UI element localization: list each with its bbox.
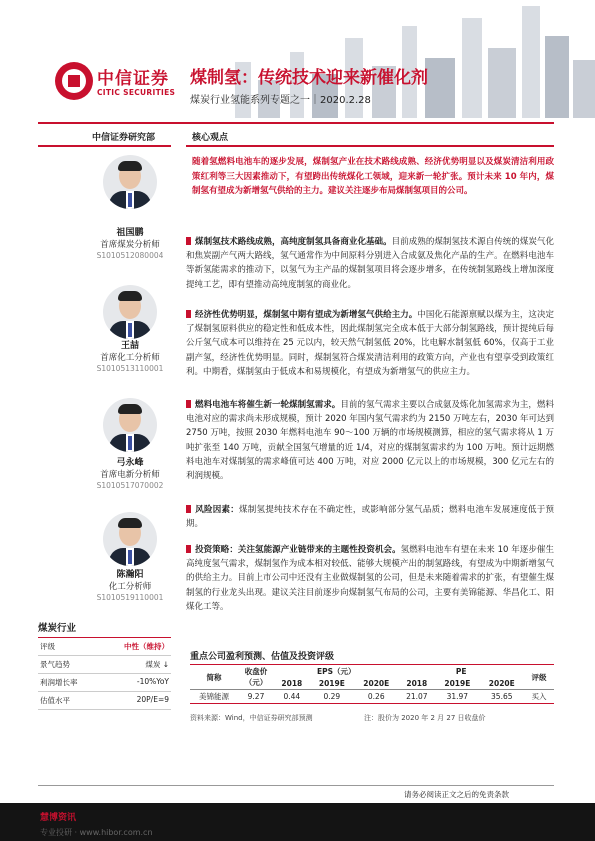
analyst-name: 祖国鹏 [116, 228, 144, 238]
skyline-building [522, 6, 540, 118]
industry-row [38, 638, 171, 656]
header-divider [38, 122, 554, 124]
analyst-name: 王喆 [120, 341, 139, 351]
main-divider [186, 145, 554, 147]
bullet-lead: 经济性优势明显，煤制氢中期有望成为新增氢气供给主力。 [195, 310, 418, 320]
industry-value: -10%YoY [136, 677, 169, 686]
analyst-id: S1010513110001 [96, 364, 164, 373]
industry-label: 景气趋势 [40, 660, 70, 669]
industry-row [38, 656, 171, 674]
col-rating: 评级 [524, 665, 554, 690]
col-eps: EPS（元） [316, 667, 356, 676]
footer-brand: 慧博资讯 [40, 813, 77, 823]
skyline-building [545, 36, 569, 118]
skyline-building [573, 60, 595, 118]
brand-name-cn: 中信证券 [97, 69, 169, 89]
industry-label: 利润增长率 [40, 678, 78, 687]
analyst-id: S1010519110001 [96, 593, 164, 602]
sidebar-heading: 中信证券研究部 [92, 133, 156, 143]
analyst-photo [103, 285, 157, 339]
cell-pe: 31.97 [435, 690, 479, 704]
industry-value: 煤炭 ↓ [145, 660, 169, 669]
analyst-photo [103, 398, 157, 452]
col-year: 2020E [354, 678, 398, 690]
analyst-role: 首席煤炭分析师 [100, 240, 160, 250]
analyst-id: S1010517070002 [96, 481, 164, 490]
forecast-table [190, 664, 554, 704]
forecast-table-title: 重点公司盈利预测、估值及投资评级 [190, 652, 335, 662]
analyst-role: 首席电新分析师 [100, 470, 160, 480]
bullet-square-icon [186, 505, 191, 513]
industry-rating-box [38, 620, 171, 710]
report-title: 煤制氢：传统技术迎来新催化剂 [190, 68, 428, 88]
bullet-body: 目前的氢气需求主要以合成氨及炼化加氢需求为主，燃料电池对应的需求尚未形成规模，预计 2020 年国内氢气需求约为 2150 万吨左右，2030 年可达到 2750 万吨，按照 2030 年燃料电池车 90～100 万辆的市场规模测算，相应的氢气需求将从 1 万吨扩张至 140 万吨，贡献全国氢气增量的近 1/4，对应的煤制氢需求约为 100 万吨。预计远期燃料电池车对煤制氢的需求峰值可达 400 万吨，对应 2000 亿元以上的市场规模，300 亿元左右的利润规模。 [186, 400, 554, 482]
table-row [190, 690, 554, 704]
cell-eps: 0.29 [310, 690, 354, 704]
skyline-building [462, 18, 482, 118]
cell-name: 美锦能源 [190, 690, 238, 704]
col-year: 2019E [435, 678, 479, 690]
bullet-square-icon [186, 400, 191, 408]
cell-eps: 0.44 [274, 690, 310, 704]
citic-logo-icon [55, 62, 93, 100]
bullet-lead: 投资策略：关注氢能源产业链带来的主题性投资机会。 [195, 545, 401, 555]
col-year: 2019E [310, 678, 354, 690]
bullet-square-icon [186, 310, 191, 318]
cell-pe: 35.65 [480, 690, 524, 704]
industry-value: 20P/E=9 [136, 695, 169, 704]
industry-title: 煤炭行业 [38, 620, 171, 638]
brand-name-en: CITIC SECURITIES [97, 88, 176, 97]
analyst-photo [103, 155, 157, 209]
table-note: 注：股价为 2020 年 2 月 27 日收盘价 [364, 714, 486, 722]
industry-label: 评级 [40, 642, 55, 651]
bullet-lead: 煤制氢技术路线成熟，高纯度制氢具备商业化基础。 [195, 237, 392, 247]
bullet-paragraph [186, 503, 554, 531]
sidebar-divider [38, 145, 171, 147]
table-source: 资料来源：Wind，中信证券研究部预测 [190, 714, 313, 722]
skyline-building [488, 48, 516, 118]
bullet-body: 煤制氢提纯技术存在不确定性，或影响部分氢气品质；燃料电池车发展速度低于预期。 [186, 505, 554, 530]
bullet-square-icon [186, 237, 191, 245]
bullet-paragraph [186, 308, 554, 379]
industry-value: 中性（维持） [124, 642, 169, 651]
bullet-paragraph [186, 235, 554, 292]
analyst-role: 首席化工分析师 [100, 353, 160, 363]
footer-rule [38, 785, 554, 786]
cell-rating: 买入 [524, 690, 554, 704]
analyst-photo [103, 512, 157, 566]
cell-eps: 0.26 [354, 690, 398, 704]
col-pe: PE [455, 667, 467, 676]
core-view-heading: 核心观点 [192, 133, 229, 143]
summary-paragraph: 随着氢燃料电池车的逐步发展，煤制氢产业在技术路线成熟、经济优势明显以及煤炭清洁利用政策红利等三大因素推动下，有望跨出传统煤化工领域，迎来新一轮扩张。预计未来 10 年内，煤制氢有望成为新增氢气供给的主力。建议关注逐步布局煤制氢项目的公司。 [192, 157, 554, 197]
col-year: 2020E [480, 678, 524, 690]
bullet-body: 氢燃料电池车有望在未来 10 年逐步催生高纯度氢气需求，煤制氢作为成本相对较低、能够大规模产出的制氢路线，有望成为中期新增氢气的供给主力。目前上市公司中还没有主业做煤制氢的公司，但是未来随着需求的扩张，有望催生煤制氢的行业龙头出现。建议关注目前逐步向煤制氢气布局的公司，主要有美锦能源、华昌化工、阳煤化工等。 [186, 545, 554, 612]
analyst-id: S1010512080004 [96, 251, 164, 260]
analyst-role: 化工分析师 [108, 582, 152, 592]
bullet-body: 目前成熟的煤制氢技术源自传统的煤炭气化和焦炭副产气两大路线，氢气通常作为中间原料分别进入合成氨及焦化产品的生产。在燃料电池车等新氢能需求的推动下，以氢气为主产品的煤制氢项目将会逐步增多，在传统制氢路线上增加深度提纯工艺，即有望推动高纯度制氢的商业化。 [186, 237, 554, 290]
col-year: 2018 [274, 678, 310, 690]
col-price: 收盘价（元） [238, 665, 274, 690]
col-year: 2018 [398, 678, 435, 690]
skyline-building [425, 58, 455, 118]
footer-watermark: 专业投研 · www.hibor.com.cn [40, 828, 153, 837]
analyst-name: 弓永峰 [116, 458, 144, 468]
disclaimer-text: 请务必阅读正文之后的免责条款 [404, 790, 509, 799]
bullet-paragraph [186, 398, 554, 483]
col-stock: 简称 [190, 665, 238, 690]
bullet-body: 中国化石能源禀赋以煤为主，这决定了煤制氢原料供应的稳定性和低成本性，因此煤制氢完全成本低于大部分制氢路线，预计提纯后每公斤氢气成本可以维持在 25 元以内，较天然气制氢低 20%，比电解水制氢低 60%，仅高于工业副产氢，经济性优势明显。同时，煤制氢符合煤炭清洁利用的政策方向，产业也有望享受到政策红利。中期看，煤制氢由于低成本和易规模化，有望成为新增氢气的供应主力。 [186, 310, 554, 377]
table-header-row [190, 665, 554, 679]
cell-price: 9.27 [238, 690, 274, 704]
report-subtitle: 煤炭行业氢能系列专题之一｜2020.2.28 [190, 95, 371, 106]
bullet-lead: 风险因素： [195, 505, 240, 515]
bullet-square-icon [186, 545, 191, 553]
analyst-name: 陈瀚阳 [116, 570, 144, 580]
industry-row [38, 674, 171, 692]
industry-label: 估值水平 [40, 696, 70, 705]
cell-pe: 21.07 [398, 690, 435, 704]
bullet-lead: 燃料电池车将催生新一轮煤制氢需求。 [195, 400, 341, 410]
industry-row [38, 692, 171, 710]
bullet-paragraph [186, 543, 554, 614]
